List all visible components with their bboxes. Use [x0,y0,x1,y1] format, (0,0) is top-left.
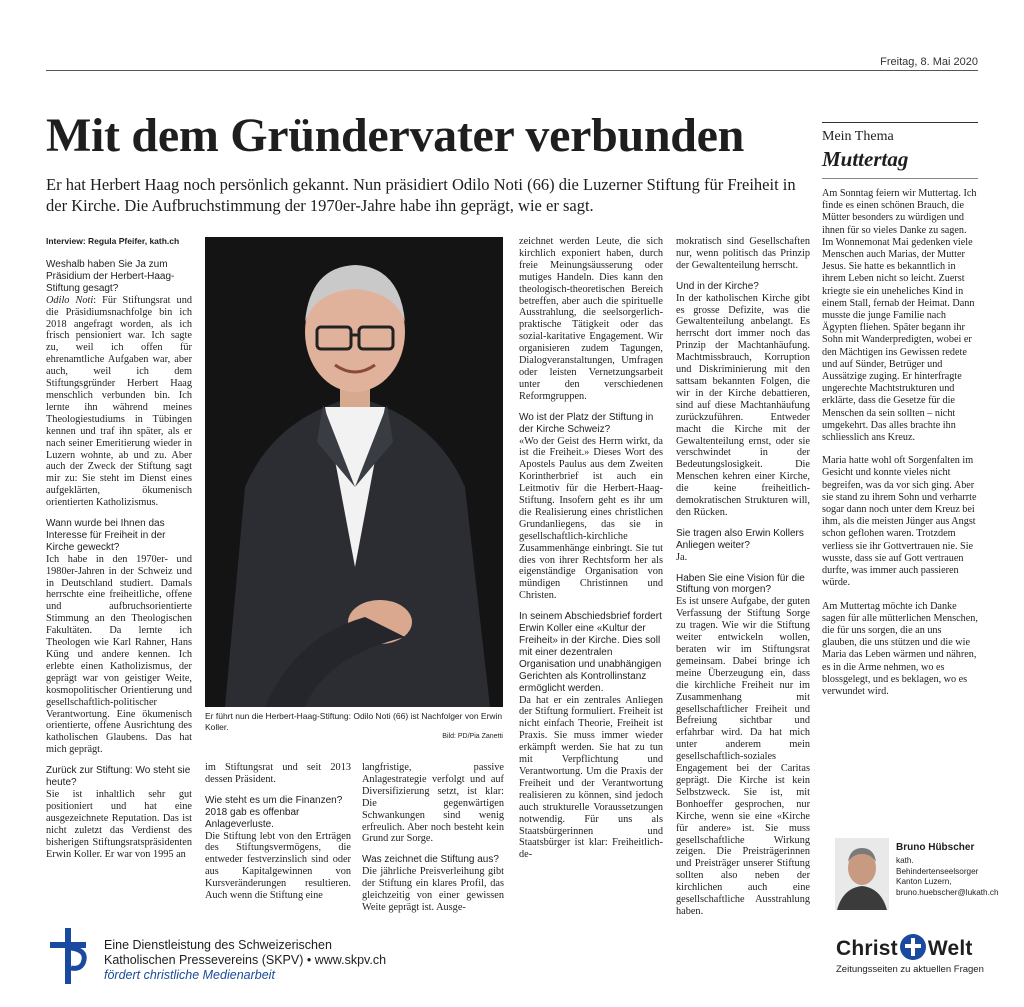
answer-continued: im Stiftungsrat und seit 2013 dessen Präsident. [205,762,351,785]
question: Sie tragen also Erwin Kollers Anliegen weiter? [676,527,804,551]
question: Wie steht es um die Finanzen? 2018 gab es offenbar Anlageverluste. [205,794,343,830]
question: Wann wurde bei Ihnen das Interesse für Freiheit in der Kirche geweckt? [46,518,166,553]
sidebar-divider [822,178,978,179]
answer: Es ist unsere Aufgabe, der guten Verfassung der Stiftung Sorge zu tragen. Wie wir die Stiftung weiter entwickeln wollen, beraten wir im Stiftungsrat gemeinsam. Dabei bringe ich meine Überzeugung ein, dass die kirchliche Freiheit nur im Zusammenhang mit gesellschaftlicher Freiheit und Befreiung sichtbar und erfahrbar wird. Da hat mich unter anderem mein gesellschaftlich-soziales Engagement bei der Caritas geprägt. Die Kirche ist kein Selbstzweck. Sie ist, mit Bonhoeffer gesprochen, nur Kirche, wenn sie eine «Kirche für andere» ist. Sie muss gesellschaftliche Wirkung zeigen. Die Preisträgerinnen und Preisträger unserer Stiftung sollten also neben der kirchlichen auch eine gesellschaftliche Ausstrahlung haben. [676,596,810,917]
qa-block [46,518,192,756]
answer: Sie ist inhaltlich sehr gut positioniert und hat eine ausgezeichnete Reputation. Das ist nicht zuletzt das Verdienst des bisherigen Stiftungsratspräsidenten Erwin Koller. Er war von 1995 an [46,788,192,860]
author-avatar [835,838,889,910]
answer: «Wo der Geist des Herrn wirkt, da ist die Freiheit.» Dieses Wort des Apostels Paulus aus dem Zweiten Korintherbrief ist auch ein Leitmotiv für die Herbert-Haag-Stiftung. Insofern geht es ihr um die Realisierung eines christlichen Grundanliegens, das sie in gesellschaftlich-kirchliche Zusammenhänge einbringt. Sie tut dies von ihrer Rechtsform her als eigenständige Organisation von mündigen Christinnen und Christen. [519,435,663,602]
question: Was zeichnet die Stiftung aus? [362,854,499,866]
qa-block [46,765,192,860]
sidebar-kicker: Mein Thema [822,129,894,144]
question: Haben Sie eine Vision für die Stiftung von morgen? [676,572,805,596]
qa-block [676,528,810,564]
footer-line-1: Eine Dienstleistung des Schweizerischen [104,938,332,952]
top-rule [46,70,978,71]
photo-credit: Bild: PD/Pia Zanetti [442,733,503,740]
footer-tagline: fördert christliche Medienarbeit [104,968,275,982]
sidebar-title: Muttertag [822,147,909,171]
qa-block [46,259,192,509]
author-name: Bruno Hübscher [896,842,975,853]
brand-subtitle: Zeitungsseiten zu aktuellen Fragen [836,964,984,975]
article-column-1 [46,259,192,929]
answer: Die jährliche Preisverleihung gibt der Stiftung ein klares Profil, das gleichzeitig von einer gewissen Weite geprägt ist. Ausge- [362,866,504,913]
author-portrait [835,838,889,910]
skpv-logo-icon [46,928,90,984]
article-column-4 [676,236,810,926]
author-info: kath. Behindertenseelsorger Kanton Luzern, bruno.huebscher@lukath.ch [896,856,999,897]
article-column-3 [519,236,663,926]
cross-icon [900,934,926,960]
issue-date: Freitag, 8. Mai 2020 [880,56,978,68]
lead-paragraph: Er hat Herbert Haag noch persönlich gekannt. Nun präsidiert Odilo Noti (66) die Luzerner Stiftung für Freiheit in der Kirche. Die Aufbruchstimmung der 1970er-Jahre habe ihn geprägt, wie er sagt. [46,175,796,215]
photo-caption: Er führt nun die Herbert-Haag-Stiftung: Odilo Noti (66) ist Nachfolger von Erwin Koller. [205,711,503,732]
answer-continued: mokratisch sind Gesellschaften nur, wenn politisch das Prinzip der Gewaltenteilung herrscht. [676,236,810,271]
answer: : Für Stiftungsrat und die Präsidiumsnachfolge bin ich 2018 angefragt worden, als ich frisch pensioniert war. Ich sagte zu, weil ich offen für ehrenamtliche Aufgaben war, aber auch, weil ich dem Stiftungsgründer Herbert Haag menschlich verbunden bin. Ich lernte ihn während meines Theologiestudiums in Tübingen kennen und traf ihn später, als er nach seiner Emeritierung wieder in Luzern wohnte, ab und zu. Aber auch der Zweck der Stiftung sagt mir zu: Sie steht im Dienst eines aufgeklärten, ökumenisch orientierten Katholizismus. [46,294,192,509]
answer: Ja. [676,551,688,563]
sidebar-text [822,188,978,698]
qa-block [362,854,504,914]
answer-continued: langfristige, passive Anlagestrategie verfolgt und auf Diversifizierung setzt, ist klar: Die gegenwärtigen Schwankungen sind wenig erfreulich. Aber noch besteht kein Grund zur Sorge. [362,762,504,845]
question: Und in der Kirche? [676,280,759,292]
question: In seinem Abschiedsbrief fordert Erwin Koller eine «Kultur der Freiheit» in der Kirche. Dies soll mit einer dezentralen Organisation und unabhängigen Gerichten als Kontrollinstanz ermöglicht werden. [519,611,662,694]
answer: Ich habe in den 1970er- und 1980er-Jahren in der Schweiz und in Deutschland studiert. Damals herrschte eine freiheitliche, offene und aufbruchsorientierte Stimmung an den Theologischen Fakultäten. Da lernte ich Theologen wie Karl Rahner, Hans Küng und andere kennen. Ich erlebte einen Katholizismus, der geprägt war von geistiger Weite, kosmopolitischer Orientierung und gesellschaftlich-politischer Verantwortung. Eine ökumenisch orientierte, offene Ausrichtung des katholischen Glaubens. Das hat mich geprägt. [46,553,192,756]
christ-welt-logo [836,934,973,961]
question: Wo ist der Platz der Stiftung in der Kirche Schweiz? [519,411,654,435]
sidebar-paragraph: Am Muttertag möchte ich Danke sagen für alle mütterlichen Menschen, die für uns sorgen, die an uns glauben, die uns stützen und die wie Maria das Leben wärmen und nähren, es in die Arme nehmen, wo es blossgelegt, und es beklagen, wo es verwundet wird. [822,600,978,697]
footer-text [104,938,386,983]
answer: Da hat er ein zentrales Anliegen der Stiftung formuliert. Freiheit ist nicht einfach Theorie, Freiheit ist Praxis. Sie muss immer wieder erkämpft werden. Sie hat zu tun mit Verpflichtung und Verantwortung. Um die Praxis der Freiheit und der Verantwortung realisieren zu können, sind jedoch auch strukturelle Voraussetzungen notwendig. Für uns als Staatsbürgerinnen und Staatsbürger ist klar: Freiheitlich-de- [519,694,663,861]
answer-continued: zeichnet werden Leute, die sich kirchlich exponiert haben, durch freie Meinungsäusserung oder mutiges Handeln. Dies kann den theologisch-theoretischen Bereich betreffen, aber auch die spirituelle Ausstrahlung, die seelsorgerlich-praktische Tätigkeit oder das sozial-karitative Engagement. Wir organisieren zudem Tagungen, Dialogveranstaltungen, Umfragen oder leisten Vernetzungsarbeit unter den verschiedenen Reformgruppen. [519,236,663,402]
qa-block [519,412,663,603]
article-column-2 [205,762,351,924]
question: Zurück zur Stiftung: Wo steht sie heute? [46,765,191,789]
qa-block [519,611,663,861]
sidebar-paragraph: Maria hatte wohl oft Sorgenfalten im Gesicht und konnte vieles nicht begreifen, was da vor sich ging. Aber sie stand zu ihrem Sohn und verharrte sogar dann noch unter dem Kreuz bei ihm, als die meisten Jünger aus Angst schon geflohen waren. Trotzdem verliess sie ihr Gottvertrauen nie. Sie wusste, dass sie auf Gott vertrauen durfte, was immer auch passieren würde. [822,455,977,589]
sidebar-paragraph: Am Sonntag feiern wir Muttertag. Ich finde es einen schönen Brauch, die Mütter besonders zu würdigen und ihnen für so vieles Danke zu sagen. Im Wonnemonat Mai gedenken viele Menschen auch Marias, der Mutter Jesus. Sie hatte es bekanntlich in ihrem Leben nicht so leicht. Zuerst kriegte sie ein uneheliches Kind in einem Stall, fernab der Heimat. Dann musste die junge Familie nach Ägypten fliehen. Später begann ihr Sohn mit Wanderpredigten, wobei er den Mächtigen ins Gewissen redete und auf Sünder, Betrüger und Aussätzige zuging. Er hinterfragte ungerechte Machtstrukturen und erklärte, dass die Gesetze für die Menschen da sein sollten – nicht umgekehrt. Das alles brachte ihn schliesslich ans Kreuz. [822,188,977,444]
portrait-photo [205,237,503,707]
brand-left: Christ [836,937,898,960]
portrait-illustration [205,237,503,707]
brand-right: Welt [927,937,973,960]
qa-block [676,281,810,519]
footer-line-2: Katholischen Pressevereins (SKPV) • www.skpv.ch [104,953,387,967]
answer: Die Stiftung lebt von den Erträgen des Stiftungsvermögens, die entweder festverzinslich sind oder aus Kapitalgewinnen von Kursveränderungen resultieren. Auch wenn die Stiftung eine [205,830,351,902]
answer: In der katholischen Kirche gibt es grosse Defizite, was die Gewaltenteilung anbelangt. Es herrscht dort immer noch das Prinzip der Machtanhäufung. Machtmissbrauch, Korruption und Diskriminierung mit den sattsam bekannten Folgen, die wir in der Kirche debattieren, sind auf diese Machtanhäufung zurückzuführen. Entweder macht die Kirche mit der Gewaltenteilung ernst, oder sie verschwindet in der Bedeutungslosigkeit. Die Menschen kehren einer Kirche, die keine freiheitlich-demokratischen Strukturen will, den Rücken. [676,292,810,518]
headline: Mit dem Gründervater verbunden [46,109,745,162]
article-column-3-lower [362,762,504,924]
qa-block [205,795,351,902]
question: Weshalb haben Sie Ja zum Präsidium der Herbert-Haag-Stiftung gesagt? [46,259,175,294]
interviewee-name: Odilo Noti [46,294,94,306]
sidebar-column [822,122,978,709]
qa-block [676,573,810,918]
byline: Interview: Regula Pfeifer, kath.ch [46,236,180,246]
